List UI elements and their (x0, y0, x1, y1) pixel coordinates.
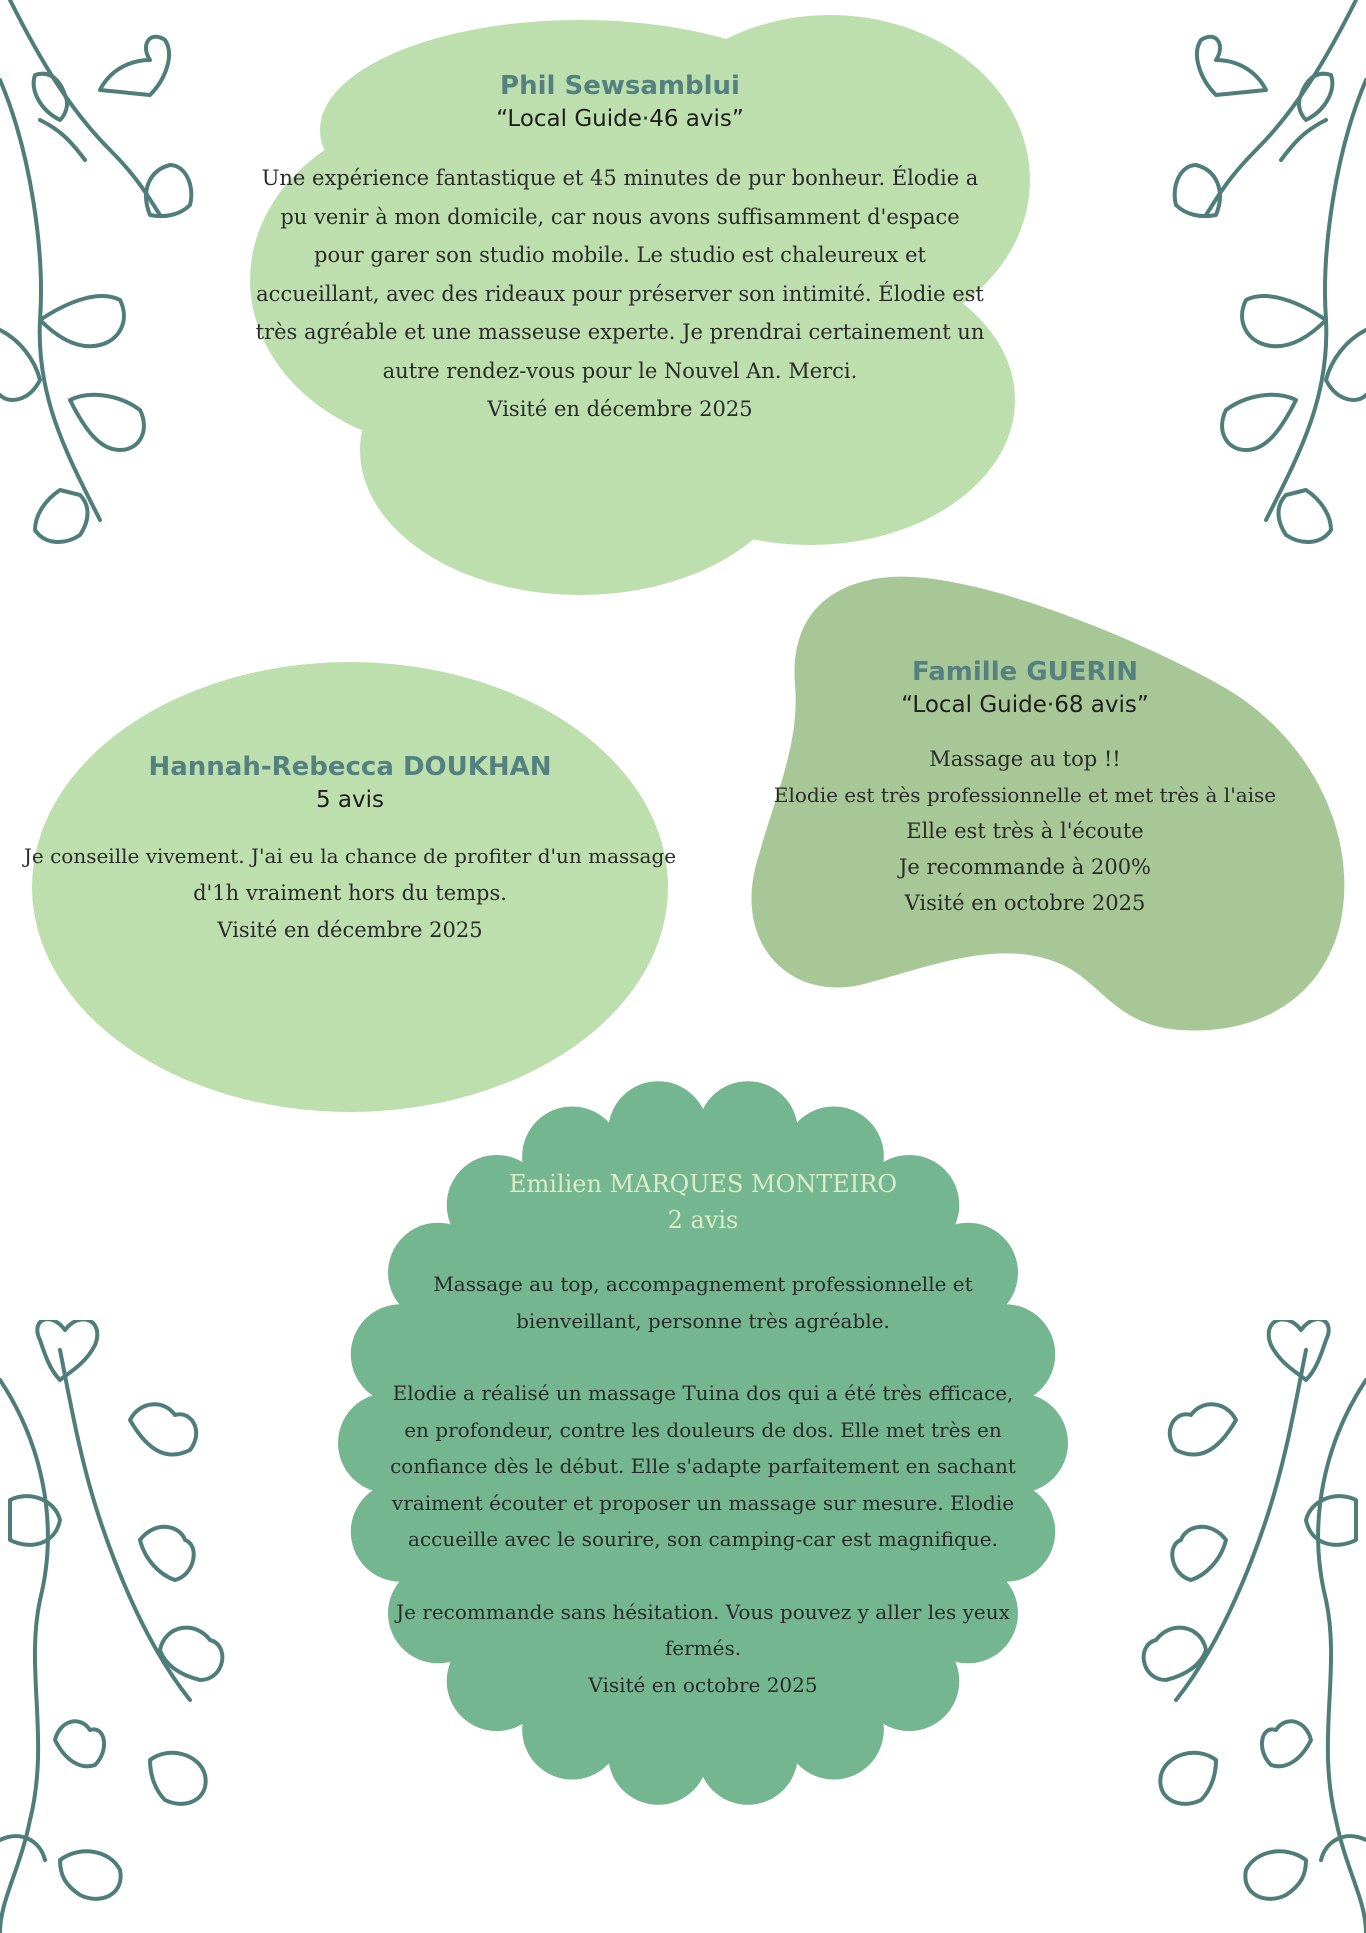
vine-hearts-top-left (0, 0, 220, 580)
review-line: en profondeur, contre les douleurs de dos. Elle met très en (404, 1417, 1002, 1442)
review-card-hannah (20, 750, 680, 949)
reviewer-name: Famille GUERIN (912, 657, 1138, 687)
review-text (755, 741, 1295, 921)
reviewer-subtitle: “Local Guide·68 avis” (901, 692, 1149, 718)
review-line: Je conseille vivement. J'ai eu la chance de profiter d'un massage (23, 844, 677, 868)
reviewer-subtitle: “Local Guide·46 avis” (496, 106, 744, 132)
visit-date: Visité en décembre 2025 (217, 918, 483, 942)
review-line: Elodie a réalisé un massage Tuina dos qui a été très efficace, (392, 1381, 1014, 1405)
visit-date: Visité en octobre 2025 (588, 1672, 818, 1697)
vine-hearts-top-right (1146, 0, 1366, 580)
review-line: Elodie est très professionnelle et met très à l'aise (773, 783, 1277, 807)
reviewer-subtitle: 2 avis (667, 1206, 739, 1234)
reviewer-subtitle: 5 avis (315, 787, 385, 813)
review-line: pour garer son studio mobile. Le studio est chaleureux et (314, 243, 926, 267)
reviewer-name: Emilien MARQUES MONTEIRO (508, 1170, 898, 1198)
review-card-guerin (755, 655, 1295, 921)
review-line: confiance dès le début. Elle s'adapte parfaitement en sachant (390, 1454, 1016, 1478)
review-line: Massage au top !! (929, 747, 1121, 771)
review-card-emilien (360, 1166, 1046, 1703)
visit-date: Visité en décembre 2025 (487, 397, 753, 421)
review-line: fermés. (664, 1636, 742, 1660)
review-line: Je recommande sans hésitation. Vous pouvez y aller les yeux (396, 1599, 1010, 1624)
review-line: accueillant, avec des rideaux pour préserver son intimité. Élodie est (256, 281, 984, 306)
review-line: accueille avec le sourire, son camping-car est magnifique. (408, 1527, 998, 1551)
review-line: Une expérience fantastique et 45 minutes de pur bonheur. Élodie a (261, 166, 979, 190)
review-line: Je recommande à 200% (898, 855, 1152, 879)
vine-hearts-bottom-left (0, 1320, 240, 1933)
reviewer-name: Hannah-Rebecca DOUKHAN (148, 752, 552, 782)
review-line: Massage au top, accompagnement professionnelle et (433, 1272, 973, 1296)
vine-hearts-bottom-right (1126, 1320, 1366, 1933)
review-line: vraiment écouter et proposer un massage sur mesure. Elodie (391, 1490, 1015, 1515)
review-line: d'1h vraiment hors du temps. (193, 881, 507, 905)
review-text (230, 159, 1010, 429)
visit-date: Visité en octobre 2025 (904, 891, 1146, 915)
review-text (20, 838, 680, 949)
review-line: bienveillant, personne très agréable. (516, 1308, 890, 1333)
review-line: autre rendez-vous pour le Nouvel An. Merci. (382, 358, 858, 383)
review-card-phil (230, 69, 1010, 429)
review-line: Elle est très à l'écoute (906, 819, 1144, 843)
review-line: très agréable et une masseuse experte. Je prendrai certainement un (255, 320, 985, 344)
review-line: pu venir à mon domicile, car nous avons suffisamment d'espace (280, 204, 960, 229)
reviewer-name: Phil Sewsamblui (500, 71, 740, 101)
review-text (360, 1266, 1046, 1703)
